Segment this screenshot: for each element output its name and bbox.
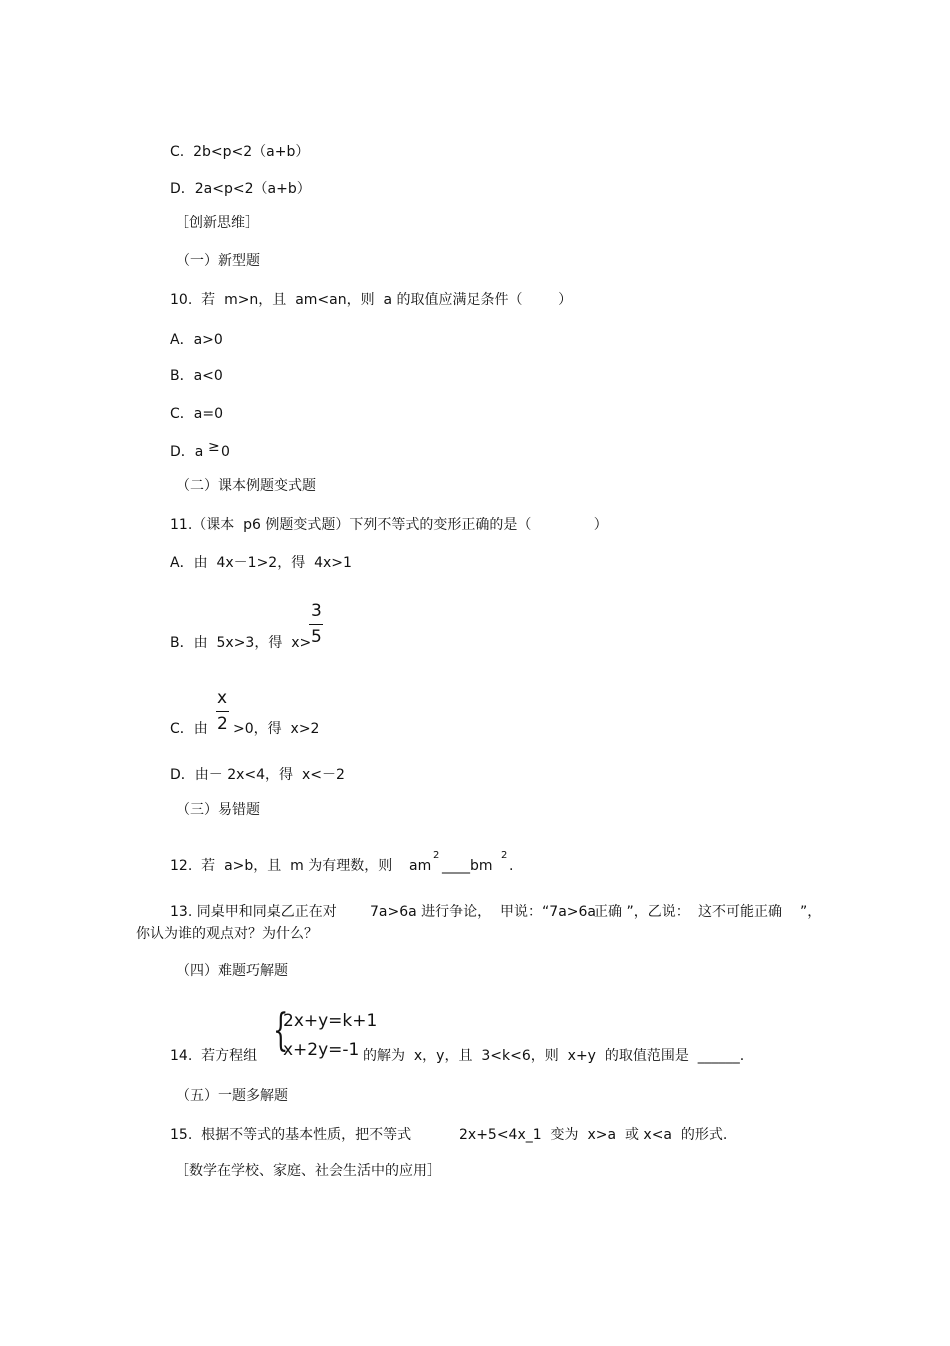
q11-option-c-suffix: >0，得 x>2 bbox=[233, 721, 320, 737]
q11-option-b: B．由 5x>3，得 x> bbox=[170, 635, 312, 651]
section-heading-5: （五）一题多解题 bbox=[176, 1088, 288, 1104]
q11b-fraction-numerator: 3 bbox=[311, 601, 322, 621]
question-11: 11.（课本 p6 例题变式题）下列不等式的变形正确的是（ ） bbox=[170, 517, 608, 533]
section-heading-3: （三）易错题 bbox=[176, 802, 260, 818]
q11-option-d: D．由－ 2x<4，得 x<－2 bbox=[170, 767, 345, 783]
question-13-part-2: 7a>6a 进行争论， 甲说：“7a>6a bbox=[370, 904, 597, 920]
q12-am: am bbox=[409, 858, 432, 874]
question-12-prefix: 12. 若 a>b，且 m 为有理数，则 bbox=[170, 858, 393, 874]
q11c-fraction-numerator: x bbox=[217, 688, 228, 708]
question-13-line-2: 你认为谁的观点对？为什么？ bbox=[136, 926, 318, 942]
q10-option-a: A．a>0 bbox=[170, 332, 223, 348]
question-10: 10. 若 m>n，且 am<an，则 a 的取值应满足条件（ ） bbox=[170, 292, 573, 308]
section-heading-4: （四）难题巧解题 bbox=[176, 963, 288, 979]
q10-option-b: B．a<0 bbox=[170, 368, 223, 384]
q10-option-c: C．a=0 bbox=[170, 406, 223, 422]
option-d-prev: D．2a<p<2（a+b） bbox=[170, 181, 311, 197]
q11c-fraction-denominator: 2 bbox=[217, 714, 228, 734]
question-15-part-1: 15. 根据不等式的基本性质，把不等式 bbox=[170, 1127, 412, 1143]
equation-system-brace: { bbox=[273, 1005, 289, 1056]
q11c-fraction-bar bbox=[216, 711, 229, 712]
question-13-part-1: 13. 同桌甲和同桌乙正在对 bbox=[170, 904, 337, 920]
option-c-prev: C. 2b<p<2（a+b） bbox=[170, 144, 310, 160]
q14-equation-2: x+2y=-1 bbox=[283, 1040, 360, 1060]
q12-exponent-1: 2 bbox=[433, 850, 440, 861]
q12-period: . bbox=[509, 858, 514, 874]
section-heading-applications: ［数学在学校、家庭、社会生活中的应用］ bbox=[175, 1163, 441, 1179]
q11b-fraction-bar bbox=[309, 624, 323, 625]
q11b-fraction-denominator: 5 bbox=[311, 627, 322, 647]
question-15-part-2: 2x+5<4x_1 变为 x>a 或 x<a 的形式. bbox=[459, 1127, 728, 1143]
section-heading-2: （二）课本例题变式题 bbox=[176, 478, 316, 494]
section-heading-innovation: ［创新思维］ bbox=[175, 215, 259, 231]
q10-option-d-value: 0 bbox=[221, 444, 230, 460]
greater-equal-symbol: ≥ bbox=[208, 439, 220, 455]
question-13-part-3: 正确 ”，乙说： bbox=[594, 904, 690, 920]
q10-option-d-prefix: D．a bbox=[170, 444, 208, 460]
q12-blank-bm: ____bm bbox=[442, 858, 493, 874]
question-13-part-4: 这不可能正确 bbox=[698, 904, 782, 920]
question-14-prefix: 14. 若方程组 bbox=[170, 1048, 258, 1064]
question-14-suffix: 的解为 x，y，且 3<k<6，则 x+y 的取值范围是 ______. bbox=[363, 1048, 745, 1064]
question-13-part-5: ”， bbox=[800, 904, 822, 920]
q14-equation-1: 2x+y=k+1 bbox=[283, 1011, 378, 1031]
q12-exponent-2: 2 bbox=[501, 850, 508, 861]
section-heading-1: （一）新型题 bbox=[176, 253, 260, 269]
q11-option-a: A．由 4x－1>2，得 4x>1 bbox=[170, 555, 352, 571]
q11-option-c-prefix: C．由 bbox=[170, 721, 208, 737]
